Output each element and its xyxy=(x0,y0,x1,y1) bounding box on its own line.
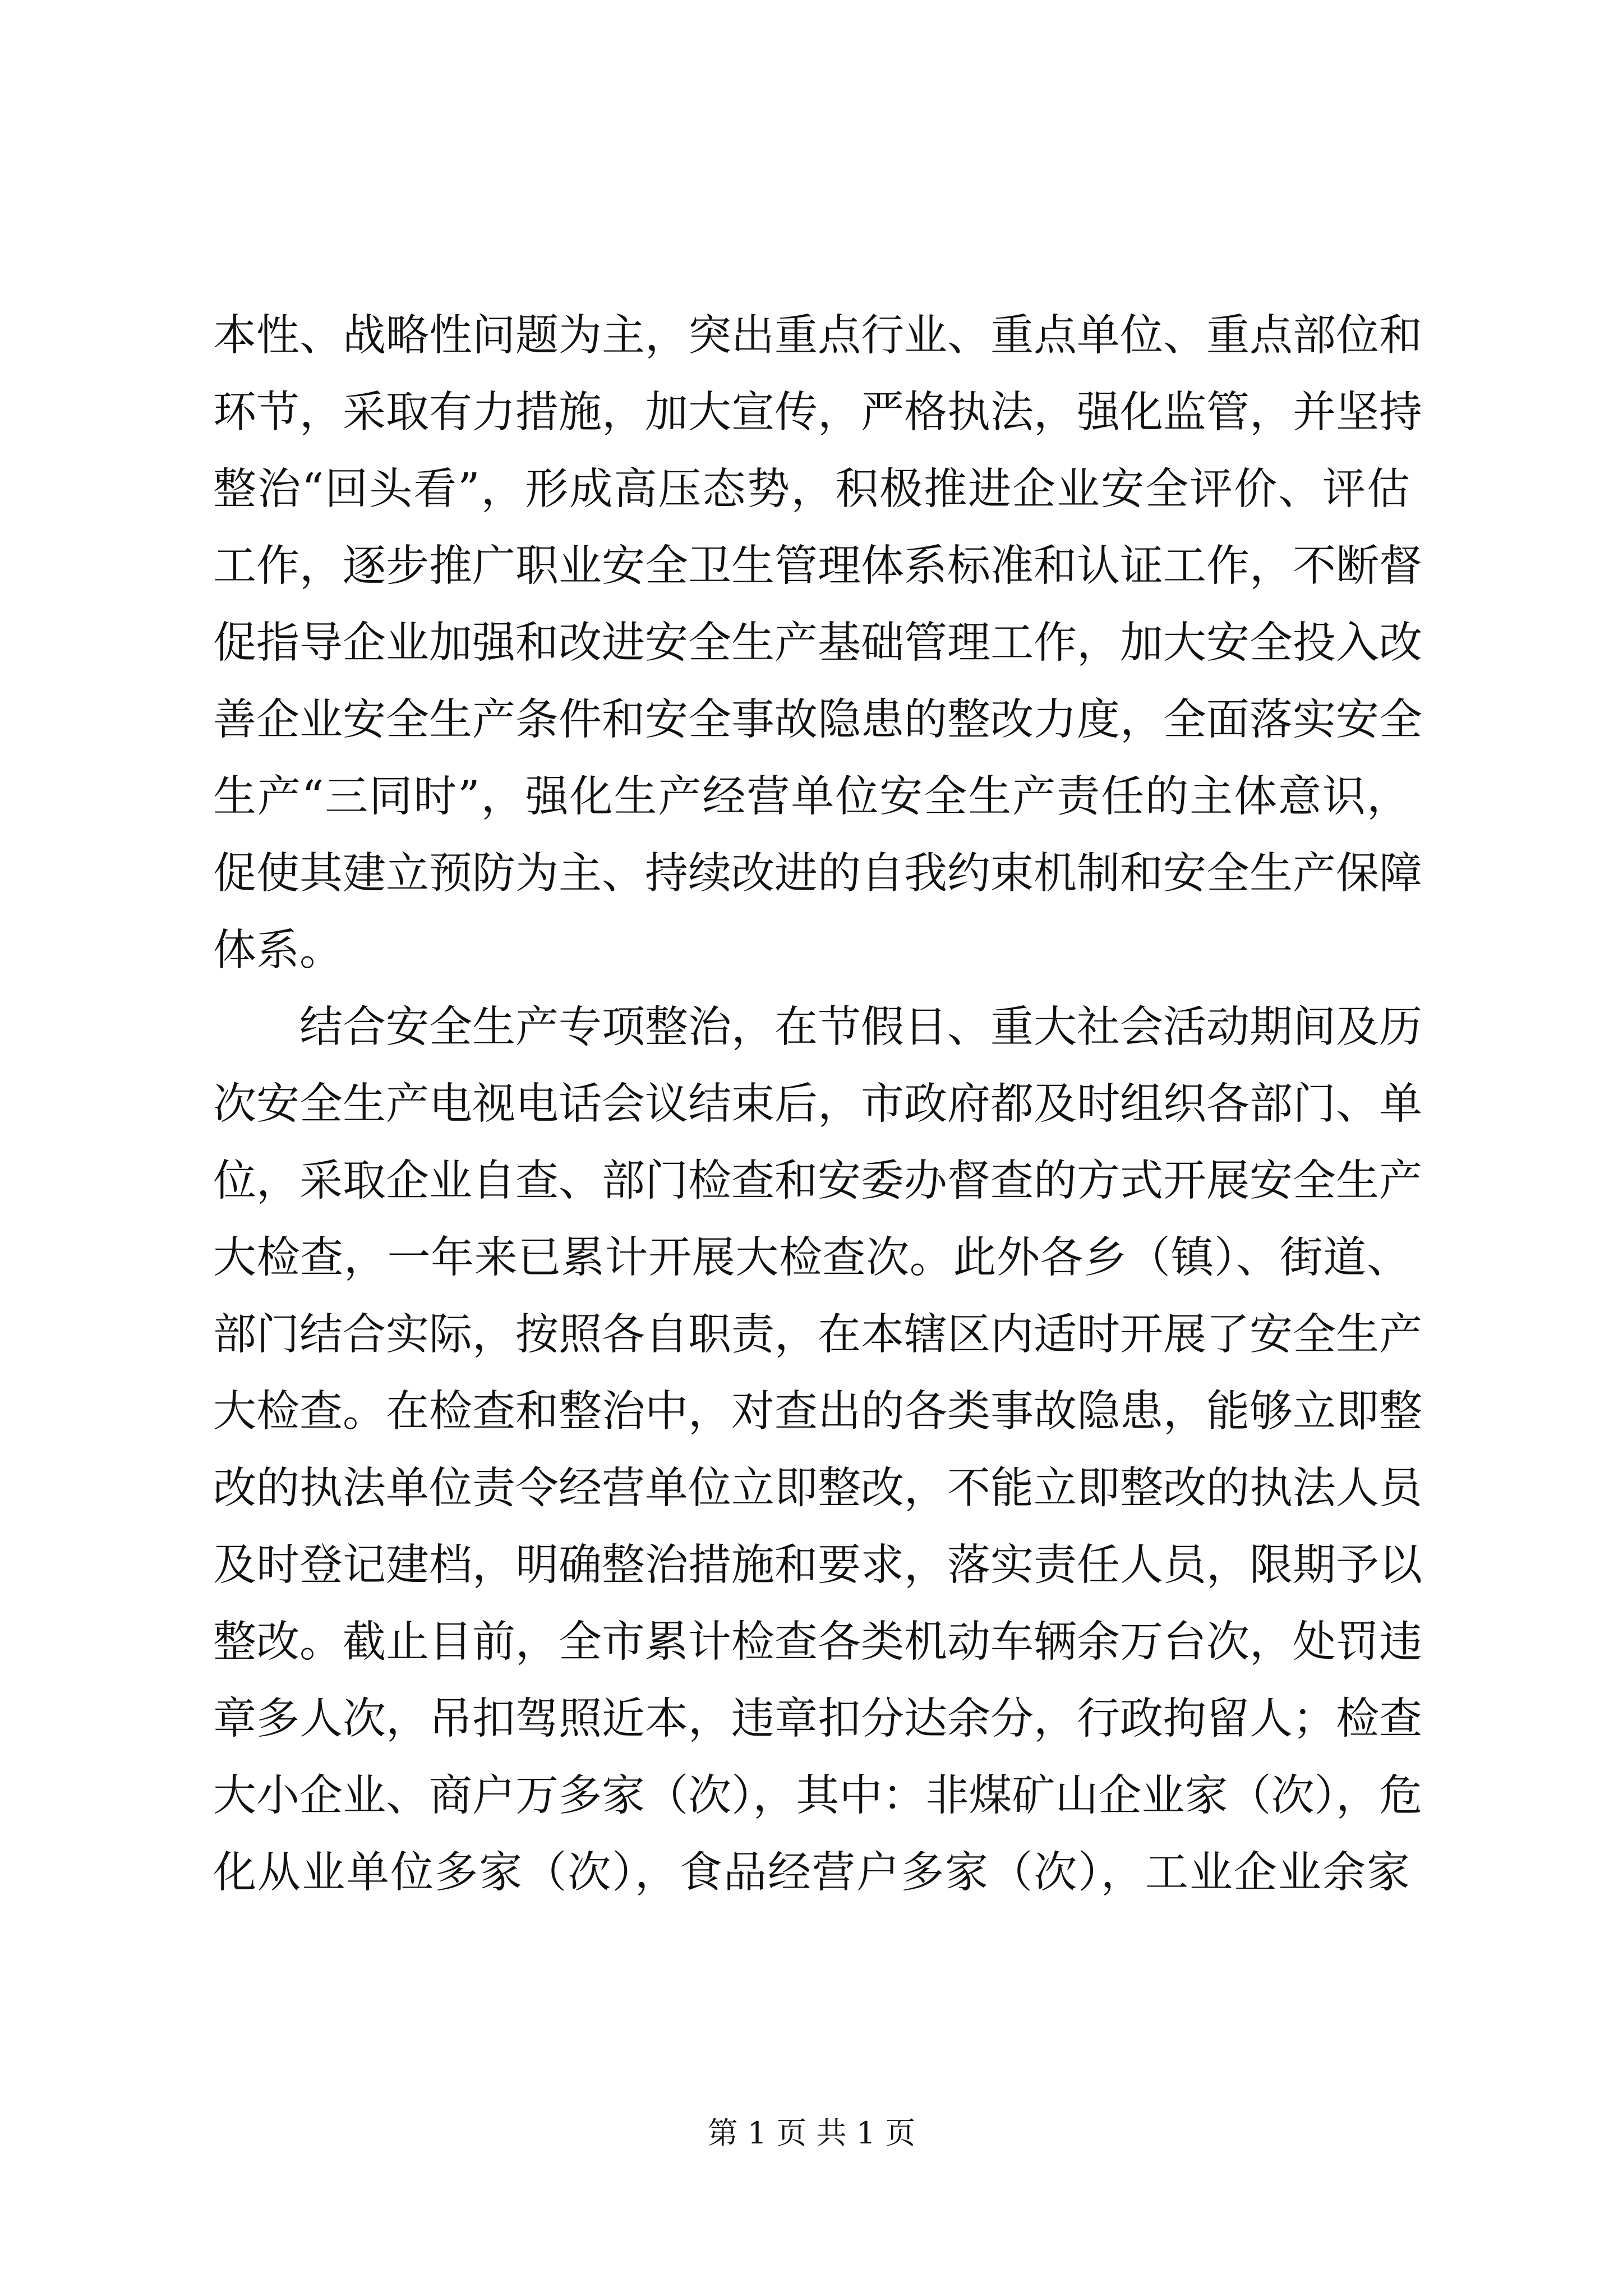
text-line: 章多人次，吊扣驾照近本，违章扣分达余分，行政拘留人；检查 xyxy=(213,1694,1422,1744)
text-line: 及时登记建档，明确整治措施和要求，落实责任人员，限期予以 xyxy=(213,1540,1422,1590)
text-line: 结合安全生产专项整治，在节假日、重大社会活动期间及历 xyxy=(299,1002,1422,1052)
document-body xyxy=(213,297,1422,1911)
text-line: 体系。 xyxy=(213,926,343,976)
text-line: 化从业单位多家（次），食品经营户多家（次），工业企业余家 xyxy=(213,1848,1410,1898)
text-line: 生产“三同时”，强化生产经营单位安全生产责任的主体意识， xyxy=(213,772,1410,822)
paragraph-2 xyxy=(213,989,1422,1911)
text-line: 改的执法单位责令经营单位立即整改，不能立即整改的执法人员 xyxy=(213,1464,1422,1513)
text-line: 整治“回头看”，形成高压态势，积极推进企业安全评价、评估 xyxy=(213,464,1410,514)
text-line: 促指导企业加强和改进安全生产基础管理工作，加大安全投入改 xyxy=(213,618,1422,668)
text-line: 本性、战略性问题为主，突出重点行业、重点单位、重点部位和 xyxy=(213,311,1422,361)
text-line: 环节，采取有力措施，加大宣传，严格执法，强化监管，并坚持 xyxy=(213,388,1422,438)
paragraph-1 xyxy=(213,297,1422,989)
text-line: 促使其建立预防为主、持续改进的自我约束机制和安全生产保障 xyxy=(213,849,1422,899)
text-line: 大检查，一年来已累计开展大检查次。此外各乡（镇）、街道、 xyxy=(213,1233,1410,1283)
text-line: 部门结合实际，按照各自职责，在本辖区内适时开展了安全生产 xyxy=(213,1310,1422,1360)
text-line: 工作，逐步推广职业安全卫生管理体系标准和认证工作，不断督 xyxy=(213,541,1422,591)
text-line: 大小企业、商户万多家（次），其中：非煤矿山企业家（次），危 xyxy=(213,1771,1422,1821)
text-line: 善企业安全生产条件和安全事故隐患的整改力度，全面落实安全 xyxy=(213,695,1422,745)
text-line: 整改。截止目前，全市累计检查各类机动车辆余万台次，处罚违 xyxy=(213,1617,1422,1667)
text-line: 次安全生产电视电话会议结束后，市政府都及时组织各部门、单 xyxy=(213,1079,1422,1129)
text-line: 位，采取企业自查、部门检查和安委办督查的方式开展安全生产 xyxy=(213,1156,1422,1206)
page-footer: 第 1 页 共 1 页 xyxy=(707,2115,916,2151)
text-line: 大检查。在检查和整治中，对查出的各类事故隐患，能够立即整 xyxy=(213,1387,1422,1437)
